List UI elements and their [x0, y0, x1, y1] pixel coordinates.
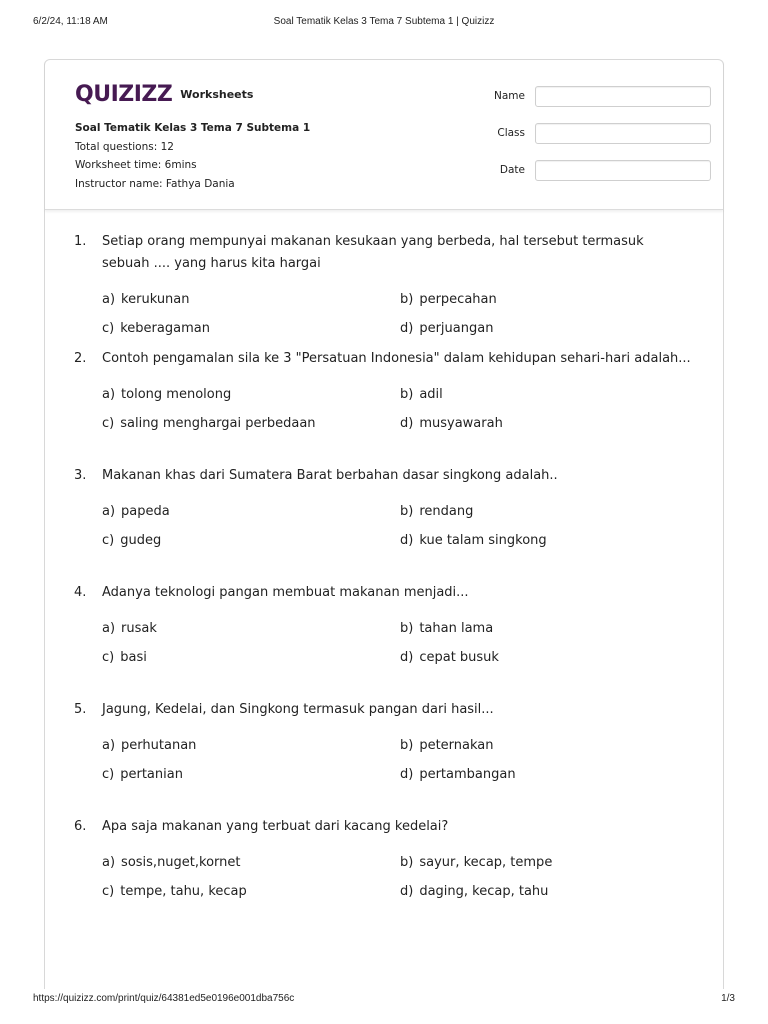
- class-field-row: [463, 123, 693, 145]
- print-url: https://quizizz.com/print/quiz/64381ed5e0196e001dba756c: [33, 993, 295, 1004]
- option-text: papeda: [121, 504, 170, 519]
- option-d[interactable]: [400, 413, 698, 435]
- question: [74, 231, 694, 348]
- option-key: b): [400, 504, 414, 519]
- class-field[interactable]: [535, 123, 711, 144]
- option-text: perhutanan: [121, 738, 197, 753]
- print-date: 6/2/24, 11:18 AM: [33, 16, 108, 27]
- brand: [75, 80, 253, 108]
- option-d[interactable]: [400, 647, 698, 669]
- option-text: keberagaman: [120, 321, 210, 336]
- option-key: c): [102, 416, 115, 431]
- option-d[interactable]: [400, 530, 698, 552]
- option-text: musyawarah: [419, 416, 503, 431]
- option-c[interactable]: [102, 881, 400, 903]
- option-text: daging, kecap, tahu: [419, 884, 549, 899]
- option-key: b): [400, 855, 414, 870]
- question-text: Setiap orang mempunyai makanan kesukaan yang berbeda, hal tersebut termasuk sebuah .... yang harus kita hargai: [102, 234, 644, 271]
- question-number: 4.: [74, 585, 87, 600]
- option-key: a): [102, 387, 116, 402]
- date-label: Date: [499, 164, 525, 176]
- option-key: c): [102, 884, 115, 899]
- option-b[interactable]: [400, 501, 698, 523]
- question: [74, 699, 694, 816]
- question-number: 3.: [74, 468, 87, 483]
- date-field-row: [463, 160, 693, 182]
- question-text: Makanan khas dari Sumatera Barat berbahan dasar singkong adalah..: [102, 468, 558, 483]
- option-grid: [102, 384, 694, 435]
- question: [74, 348, 694, 465]
- option-key: d): [400, 650, 414, 665]
- question-text: Adanya teknologi pangan membuat makanan menjadi...: [102, 585, 469, 600]
- option-text: perjuangan: [419, 321, 494, 336]
- option-d[interactable]: [400, 318, 698, 340]
- option-grid: [102, 618, 694, 669]
- option-b[interactable]: [400, 735, 698, 757]
- question-number: 5.: [74, 702, 87, 717]
- option-key: d): [400, 533, 414, 548]
- option-key: d): [400, 767, 414, 782]
- option-key: a): [102, 504, 116, 519]
- student-fields: [463, 86, 693, 197]
- option-b[interactable]: [400, 618, 698, 640]
- question-list: [74, 231, 694, 926]
- option-text: saling menghargai perbedaan: [120, 416, 316, 431]
- option-text: tempe, tahu, kecap: [120, 884, 247, 899]
- option-text: tahan lama: [419, 621, 494, 636]
- page-number: 1/3: [721, 993, 735, 1004]
- total-questions: Total questions: 12: [75, 140, 174, 153]
- option-a[interactable]: [102, 384, 400, 406]
- option-c[interactable]: [102, 647, 400, 669]
- question-number: 1.: [74, 234, 87, 249]
- option-key: c): [102, 533, 115, 548]
- option-a[interactable]: [102, 618, 400, 640]
- print-header: [33, 16, 735, 30]
- option-key: b): [400, 387, 414, 402]
- option-key: a): [102, 621, 116, 636]
- option-key: d): [400, 416, 414, 431]
- option-text: kue talam singkong: [419, 533, 547, 548]
- option-b[interactable]: [400, 289, 698, 311]
- option-text: pertambangan: [419, 767, 516, 782]
- question: [74, 816, 694, 926]
- date-field[interactable]: [535, 160, 711, 181]
- option-text: sayur, kecap, tempe: [419, 855, 553, 870]
- option-grid: [102, 852, 694, 903]
- option-c[interactable]: [102, 764, 400, 786]
- print-footer: [33, 993, 735, 1007]
- option-text: gudeg: [120, 533, 162, 548]
- option-a[interactable]: [102, 289, 400, 311]
- option-d[interactable]: [400, 764, 698, 786]
- option-text: tolong menolong: [121, 387, 232, 402]
- worksheet-title: Soal Tematik Kelas 3 Tema 7 Subtema 1: [75, 122, 311, 134]
- question-text: Apa saja makanan yang terbuat dari kacang kedelai?: [102, 819, 449, 834]
- option-key: c): [102, 650, 115, 665]
- option-c[interactable]: [102, 413, 400, 435]
- option-key: b): [400, 292, 414, 307]
- worksheet-time: Worksheet time: 6mins: [75, 159, 197, 171]
- option-key: b): [400, 738, 414, 753]
- logo-subtitle: Worksheets: [180, 87, 254, 101]
- option-text: kerukunan: [121, 292, 190, 307]
- name-label: Name: [494, 90, 525, 102]
- option-text: cepat busuk: [419, 650, 499, 665]
- option-b[interactable]: [400, 852, 698, 874]
- option-b[interactable]: [400, 384, 698, 406]
- option-key: d): [400, 884, 414, 899]
- option-a[interactable]: [102, 735, 400, 757]
- option-text: basi: [120, 650, 147, 665]
- question-text: Jagung, Kedelai, dan Singkong termasuk pangan dari hasil...: [102, 702, 494, 717]
- instructor-name: Instructor name: Fathya Dania: [75, 177, 235, 190]
- option-text: peternakan: [419, 738, 494, 753]
- option-grid: [102, 735, 694, 786]
- option-text: rusak: [121, 621, 157, 636]
- option-d[interactable]: [400, 881, 698, 903]
- option-text: perpecahan: [419, 292, 497, 307]
- name-field[interactable]: [535, 86, 711, 107]
- option-key: a): [102, 292, 116, 307]
- worksheet-meta: [75, 119, 310, 193]
- option-key: a): [102, 855, 116, 870]
- option-grid: [102, 289, 694, 340]
- name-field-row: [463, 86, 693, 108]
- question-number: 2.: [74, 351, 87, 366]
- option-key: c): [102, 321, 115, 336]
- option-key: a): [102, 738, 116, 753]
- option-key: d): [400, 321, 414, 336]
- option-text: sosis,nuget,kornet: [121, 855, 241, 870]
- quizizz-logo: QUIZIZZ: [75, 81, 173, 107]
- option-text: adil: [419, 387, 443, 402]
- worksheet-header: [45, 60, 723, 210]
- option-a[interactable]: [102, 501, 400, 523]
- question: [74, 465, 694, 582]
- question-text: Contoh pengamalan sila ke 3 "Persatuan Indonesia" dalam kehidupan sehari-hari adalah...: [102, 351, 691, 366]
- option-text: pertanian: [120, 767, 183, 782]
- option-c[interactable]: [102, 318, 400, 340]
- option-key: c): [102, 767, 115, 782]
- print-page-title: Soal Tematik Kelas 3 Tema 7 Subtema 1 | Quizizz: [273, 16, 495, 27]
- option-key: b): [400, 621, 414, 636]
- question: [74, 582, 694, 699]
- option-a[interactable]: [102, 852, 400, 874]
- option-text: rendang: [419, 504, 474, 519]
- option-grid: [102, 501, 694, 552]
- option-c[interactable]: [102, 530, 400, 552]
- question-number: 6.: [74, 819, 87, 834]
- class-label: Class: [497, 127, 525, 139]
